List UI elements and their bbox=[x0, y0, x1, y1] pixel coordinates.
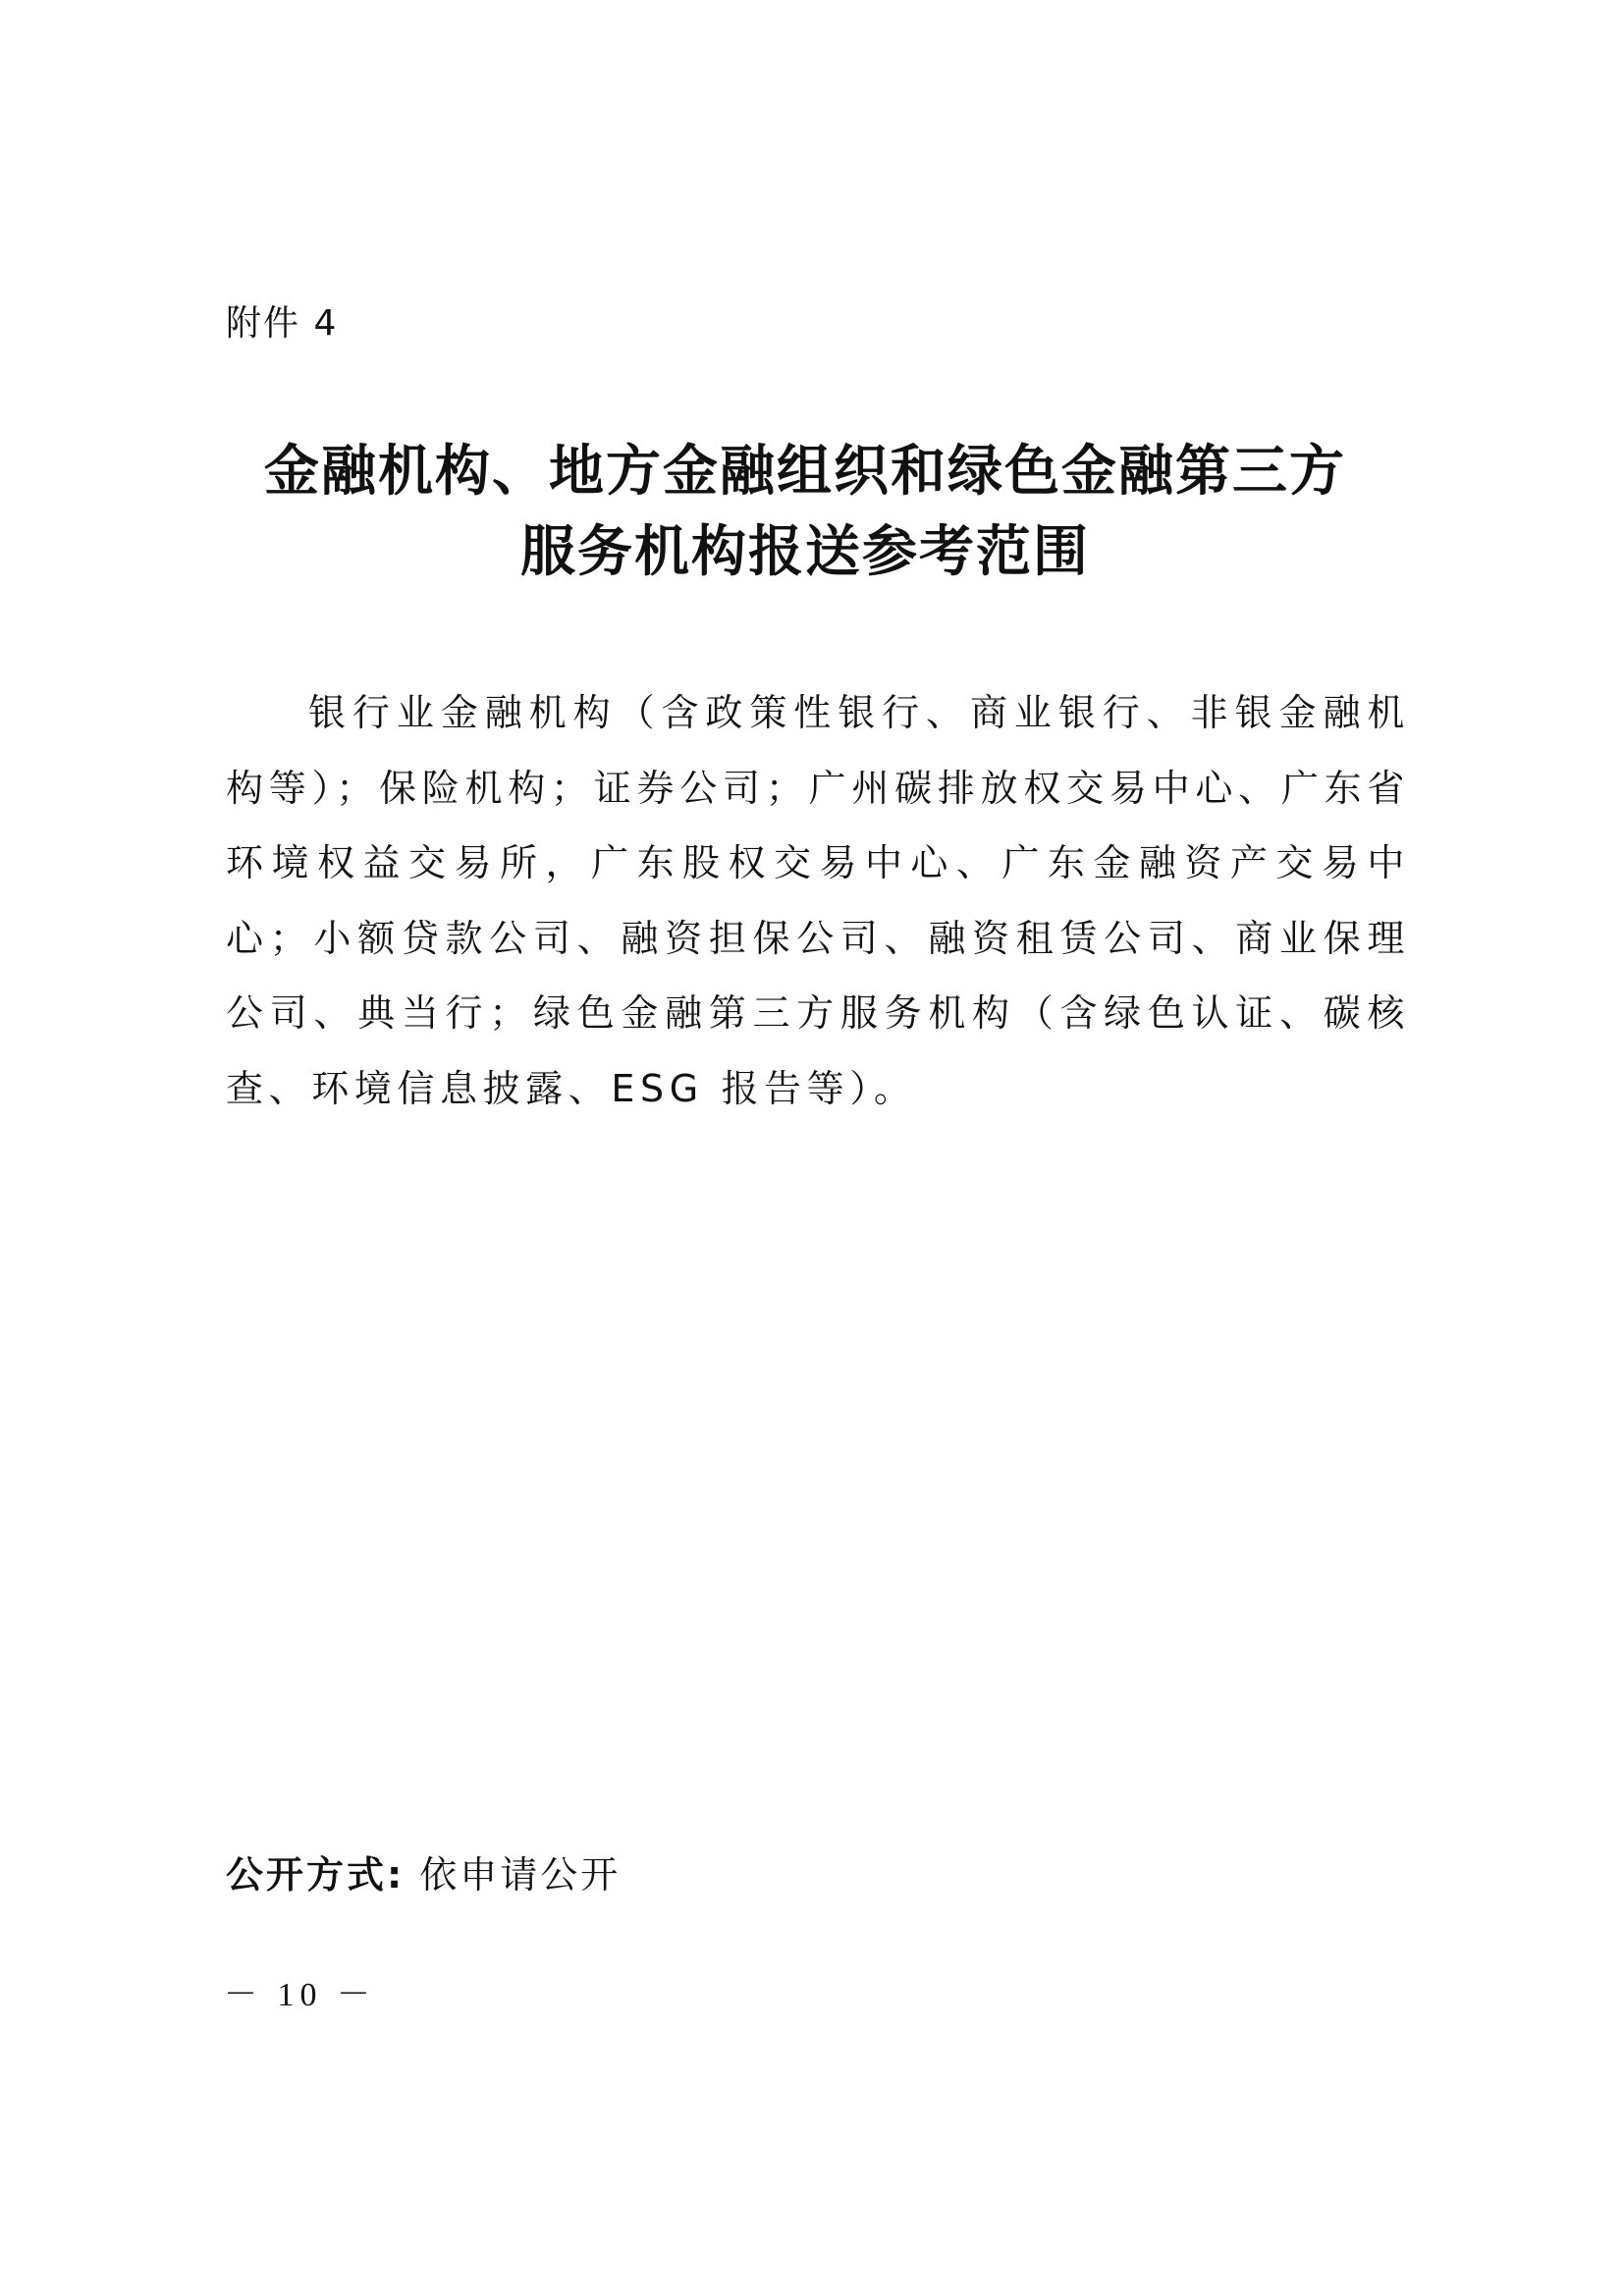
disclosure-value: 依申请公开 bbox=[419, 1853, 622, 1896]
attachment-label: 附件 4 bbox=[226, 303, 339, 344]
title-line-1: 金融机构、地方金融组织和绿色金融第三方 bbox=[264, 440, 1346, 504]
disclosure-label: 公开方式: bbox=[226, 1853, 406, 1896]
disclosure-method bbox=[226, 1848, 621, 1901]
page-number: － 10 － bbox=[224, 1977, 376, 2013]
document-title bbox=[177, 432, 1434, 593]
title-line-2: 服务机构报送参考范围 bbox=[520, 520, 1090, 584]
body-paragraph: 银行业金融机构（含政策性银行、商业银行、非银金融机构等）；保险机构；证券公司；广州碳排放权交易中心、广东省环境权益交易所，广东股权交易中心、广东金融资产交易中心；小额贷款公司、融资担保公司、融资租赁公司、商业保理公司、典当行；绿色金融第三方服务机构（含绿色认证、碳核查、环境信息披露、ESG 报告等）。 bbox=[226, 691, 1410, 1110]
